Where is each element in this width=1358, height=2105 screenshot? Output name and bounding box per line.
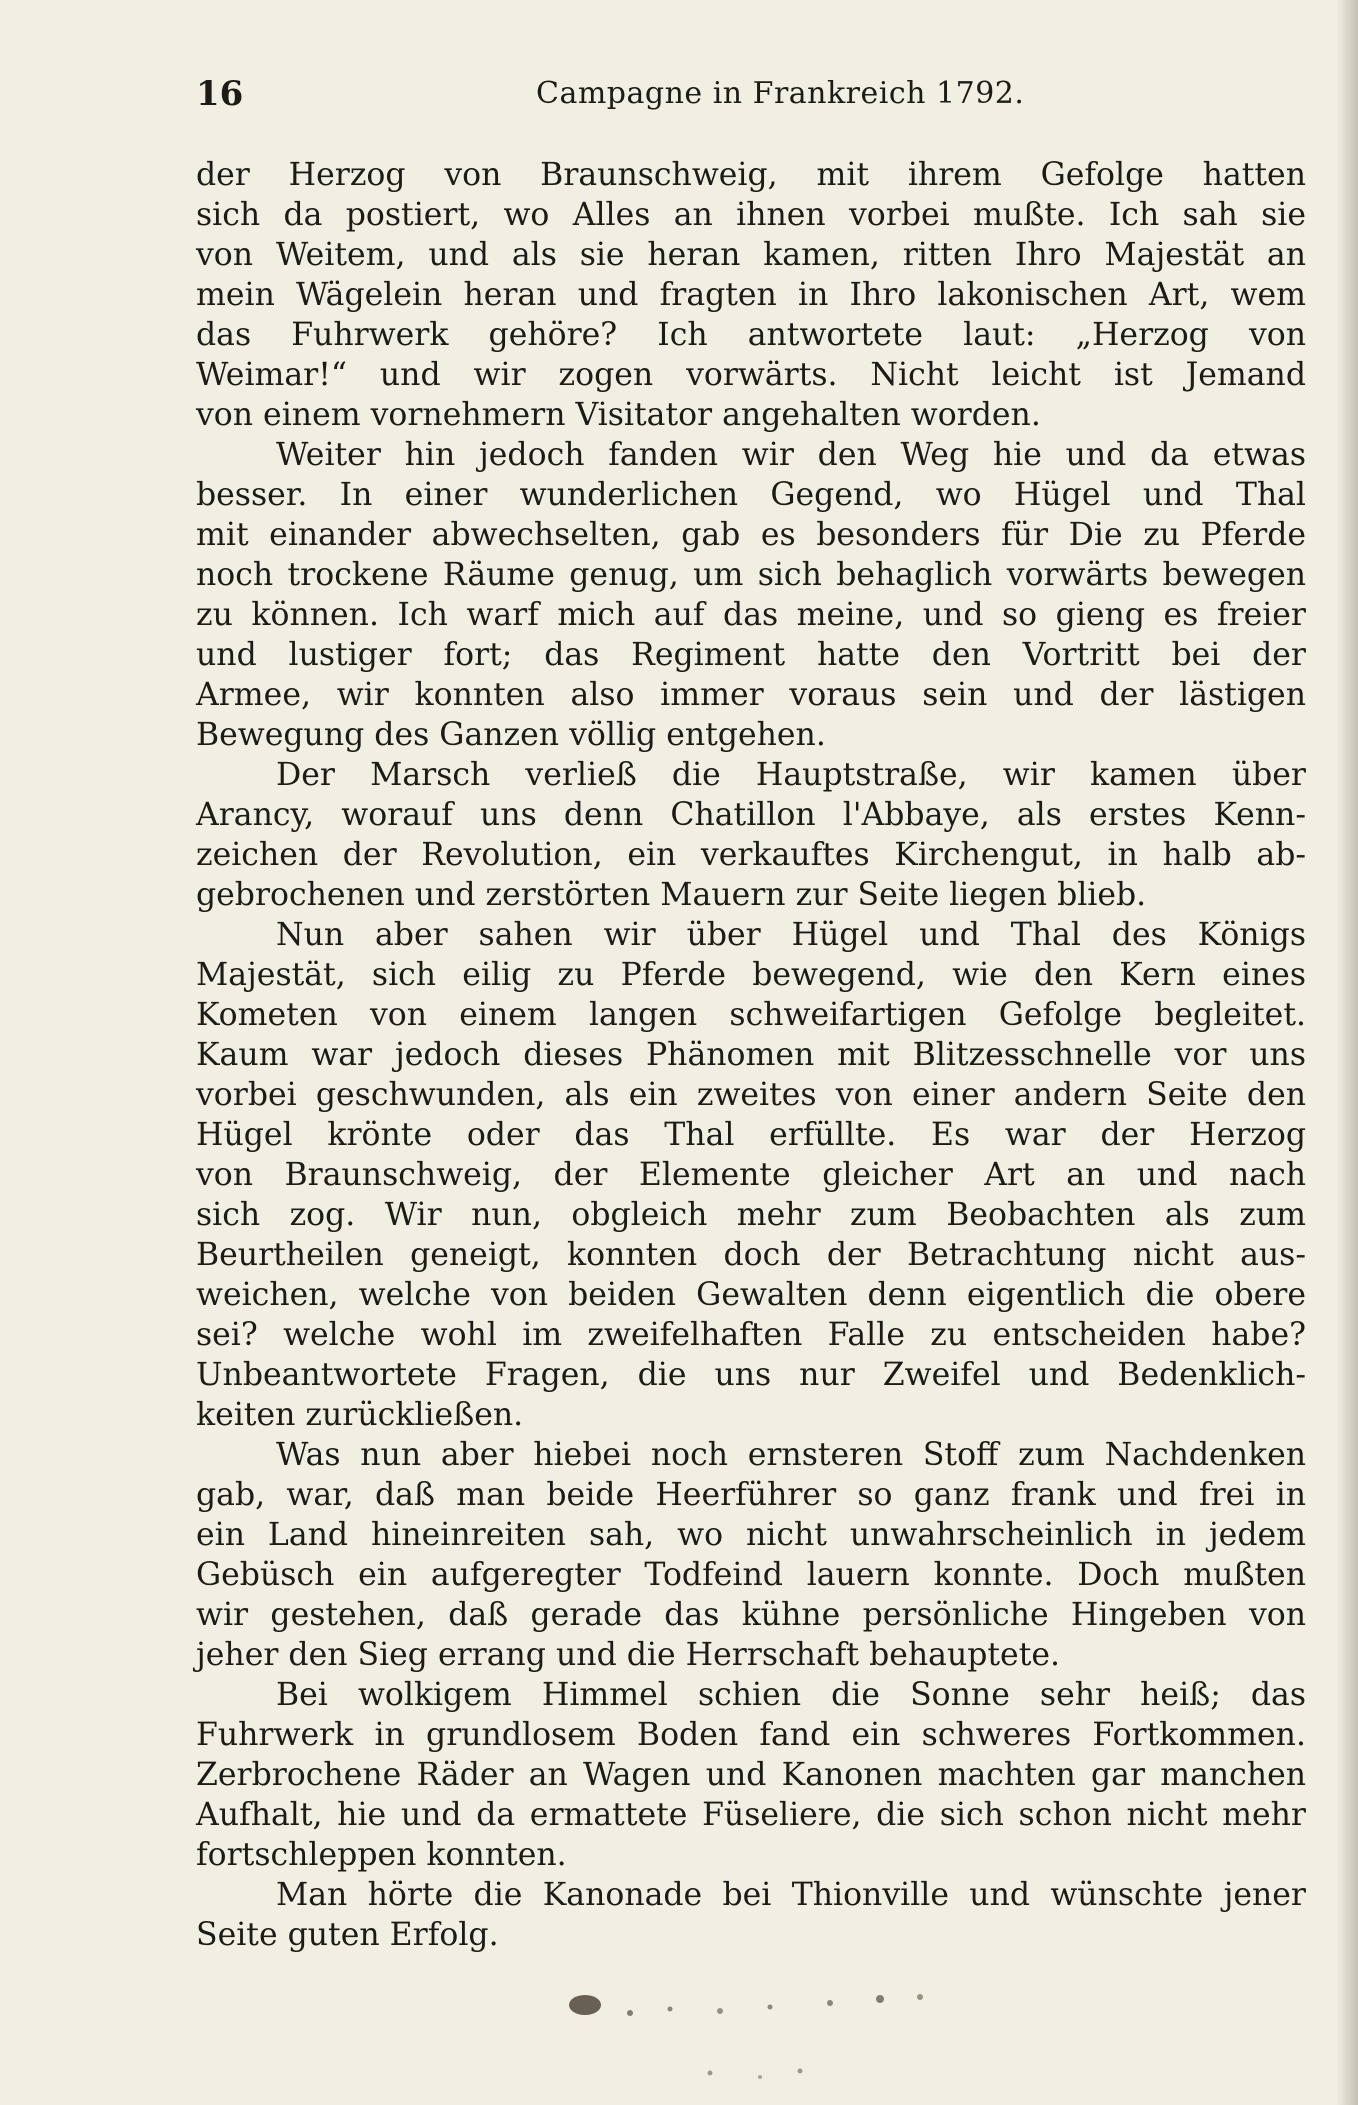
text-line: Hügel krönte oder das Thal erfüllte. Es war der Herzog bbox=[196, 1117, 1306, 1153]
paragraph-start-line: Was nun aber hiebei noch ernsteren Stoff zum Nachdenken bbox=[276, 1437, 1306, 1473]
page-number: 16 bbox=[196, 74, 244, 114]
paragraph-end-line: fortschleppen konnten. bbox=[196, 1837, 567, 1873]
ink-smudge-marks bbox=[560, 1985, 1040, 2095]
text-line: zeichen der Revolution, ein verkauftes Kirchengut, in halb ab- bbox=[196, 837, 1306, 873]
page-edge-shadow bbox=[1336, 0, 1358, 2105]
paragraph-end-line: jeher den Sieg errang und die Herrschaft behauptete. bbox=[196, 1637, 1061, 1673]
text-line: wir gestehen, daß gerade das kühne persönliche Hingeben von bbox=[196, 1597, 1306, 1633]
text-line: sich zog. Wir nun, obgleich mehr zum Beobachten als zum bbox=[196, 1197, 1306, 1233]
text-line: sich da postiert, wo Alles an ihnen vorbei mußte. Ich sah sie bbox=[196, 197, 1306, 233]
text-line: und lustiger fort; das Regiment hatte den Vortritt bei der bbox=[196, 637, 1306, 673]
text-line: Unbeantwortete Fragen, die uns nur Zweifel und Bedenklich- bbox=[196, 1357, 1306, 1393]
paragraph-start-line: Bei wolkigem Himmel schien die Sonne sehr heiß; das bbox=[276, 1677, 1306, 1713]
body-text bbox=[196, 155, 1306, 1955]
paragraph-start-line: Nun aber sahen wir über Hügel und Thal des Königs bbox=[276, 917, 1306, 953]
paragraph-end-line: gebrochenen und zerstörten Mauern zur Seite liegen blieb. bbox=[196, 877, 1147, 913]
paragraph-end-line: von einem vornehmern Visitator angehalten worden. bbox=[196, 397, 1041, 433]
text-line: sei? welche wohl im zweifelhaften Falle zu entscheiden habe? bbox=[196, 1317, 1306, 1353]
paragraph-end-line: Seite guten Erfolg. bbox=[196, 1917, 499, 1953]
running-title: Campagne in Frankreich 1792. bbox=[536, 76, 1025, 111]
text-line: Majestät, sich eilig zu Pferde bewegend, wie den Kern eines bbox=[196, 957, 1306, 993]
text-line: mein Wägelein heran und fragten in Ihro lakonischen Art, wem bbox=[196, 277, 1306, 313]
text-line: Weimar!“ und wir zogen vorwärts. Nicht leicht ist Jemand bbox=[196, 357, 1306, 393]
text-line: weichen, welche von beiden Gewalten denn eigentlich die obere bbox=[196, 1277, 1306, 1313]
paragraph-end-line: Bewegung des Ganzen völlig entgehen. bbox=[196, 717, 826, 753]
text-line: das Fuhrwerk gehöre? Ich antwortete laut: „Herzog von bbox=[196, 317, 1306, 353]
text-line: Arancy, worauf uns denn Chatillon l'Abbaye, als erstes Kenn- bbox=[196, 797, 1306, 833]
paragraph-end-line: keiten zurückließen. bbox=[196, 1397, 524, 1433]
text-line: Kaum war jedoch dieses Phänomen mit Blitzesschnelle vor uns bbox=[196, 1037, 1306, 1073]
text-line: Fuhrwerk in grundlosem Boden fand ein schweres Fortkommen. bbox=[196, 1717, 1306, 1753]
text-line: der Herzog von Braunschweig, mit ihrem Gefolge hatten bbox=[196, 157, 1306, 193]
text-line: gab, war, daß man beide Heerführer so ganz frank und frei in bbox=[196, 1477, 1306, 1513]
page-header bbox=[196, 74, 1306, 124]
text-line: Beurtheilen geneigt, konnten doch der Betrachtung nicht aus- bbox=[196, 1237, 1306, 1273]
text-line: Armee, wir konnten also immer voraus sein und der lästigen bbox=[196, 677, 1306, 713]
text-line: ein Land hineinreiten sah, wo nicht unwahrscheinlich in jedem bbox=[196, 1517, 1306, 1553]
text-line: Gebüsch ein aufgeregter Todfeind lauern konnte. Doch mußten bbox=[196, 1557, 1306, 1593]
text-line: Zerbrochene Räder an Wagen und Kanonen machten gar manchen bbox=[196, 1757, 1306, 1793]
text-line: vorbei geschwunden, als ein zweites von einer andern Seite den bbox=[196, 1077, 1306, 1113]
text-line: Kometen von einem langen schweifartigen Gefolge begleitet. bbox=[196, 997, 1306, 1033]
text-line: von Braunschweig, der Elemente gleicher Art an und nach bbox=[196, 1157, 1306, 1193]
text-line: besser. In einer wunderlichen Gegend, wo Hügel und Thal bbox=[196, 477, 1306, 513]
text-line: zu können. Ich warf mich auf das meine, und so gieng es freier bbox=[196, 597, 1306, 633]
text-line: von Weitem, und als sie heran kamen, ritten Ihro Majestät an bbox=[196, 237, 1306, 273]
paragraph-start-line: Der Marsch verließ die Hauptstraße, wir kamen über bbox=[276, 757, 1306, 793]
text-line: mit einander abwechselten, gab es besonders für Die zu Pferde bbox=[196, 517, 1306, 553]
text-line: noch trockene Räume genug, um sich behaglich vorwärts bewegen bbox=[196, 557, 1306, 593]
paragraph-start-line: Weiter hin jedoch fanden wir den Weg hie und da etwas bbox=[276, 437, 1306, 473]
paragraph-start-line: Man hörte die Kanonade bei Thionville und wünschte jener bbox=[276, 1877, 1306, 1913]
text-line: Aufhalt, hie und da ermattete Füseliere, die sich schon nicht mehr bbox=[196, 1797, 1306, 1833]
